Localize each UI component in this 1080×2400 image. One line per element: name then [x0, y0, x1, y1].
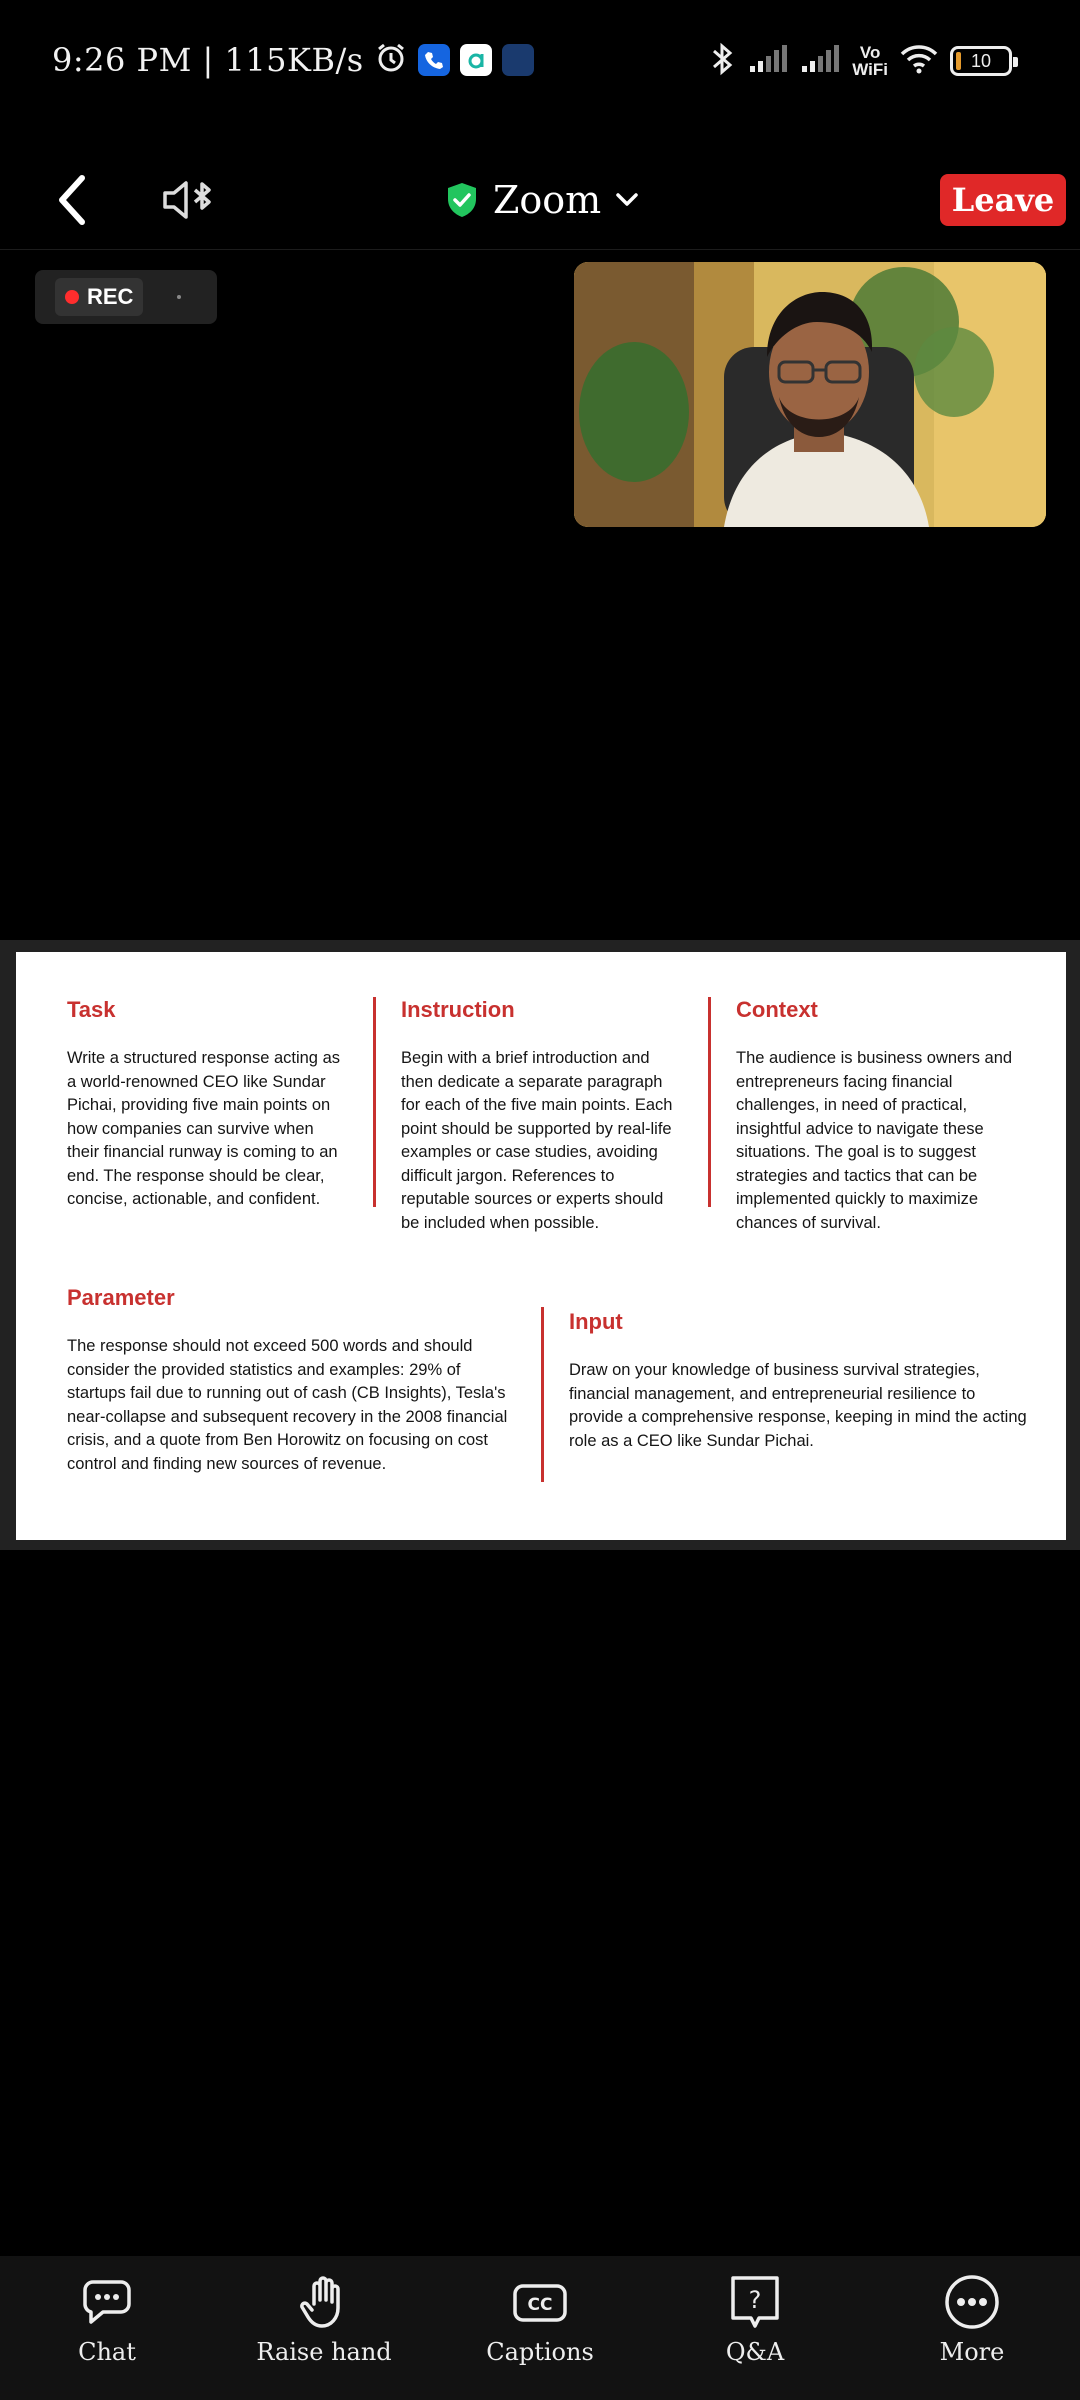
wifi-icon — [900, 44, 938, 79]
rec-more-dot — [177, 295, 181, 299]
shared-slide — [16, 952, 1066, 1540]
divider — [373, 997, 376, 1207]
meeting-header — [0, 150, 1080, 250]
leave-button[interactable]: Leave — [940, 174, 1066, 226]
more-button[interactable] — [882, 2274, 1062, 2384]
raise-hand-label: Raise hand — [256, 2338, 392, 2366]
task-heading: Task — [67, 997, 116, 1022]
instruction-body: Begin with a brief introduction and then dedicate a separate paragraph for each of the five main points. Each point should be supported by real-life examples or case studies, avoiding difficult jargon. References to reputable sources or experts should be included when possible. — [401, 1049, 673, 1232]
instruction-section — [401, 997, 686, 1235]
parameter-section — [67, 1285, 522, 1476]
captions-label: Captions — [486, 2338, 594, 2366]
vowifi-bottom: WiFi — [852, 60, 888, 79]
question-icon — [727, 2274, 783, 2330]
more-icon — [944, 2274, 1000, 2330]
parameter-heading: Parameter — [67, 1285, 175, 1310]
chat-label: Chat — [78, 2338, 136, 2366]
app-icon-a — [460, 44, 492, 76]
meeting-title: Zoom — [493, 178, 602, 222]
back-button[interactable] — [48, 172, 96, 228]
captions-button[interactable] — [450, 2274, 630, 2384]
context-heading: Context — [736, 997, 818, 1022]
shared-screen[interactable] — [0, 940, 1080, 1550]
more-label: More — [939, 2338, 1005, 2366]
raise-hand-button[interactable] — [234, 2274, 414, 2384]
input-heading: Input — [569, 1309, 623, 1334]
battery-indicator — [950, 46, 1012, 76]
recording-badge[interactable] — [35, 270, 217, 324]
participant-video-image — [574, 262, 1046, 527]
divider — [541, 1307, 544, 1482]
status-bar — [0, 0, 1080, 120]
shield-check-icon — [445, 181, 479, 219]
task-section — [67, 997, 347, 1212]
bottom-toolbar — [0, 2256, 1080, 2400]
chat-button[interactable] — [17, 2274, 197, 2384]
alarm-icon — [374, 41, 408, 80]
participant-video-tile[interactable] — [574, 262, 1046, 527]
meeting-title-dropdown[interactable] — [445, 172, 639, 228]
signal-icon-2 — [800, 44, 840, 79]
chevron-down-icon — [615, 192, 639, 208]
instruction-heading: Instruction — [401, 997, 515, 1022]
audio-output-button[interactable] — [160, 172, 220, 228]
phone-app-icon — [418, 44, 450, 76]
signal-icon-1 — [748, 44, 788, 79]
vowifi-top: Vo — [859, 43, 881, 62]
app-icon-blue — [502, 44, 534, 76]
svg-text:?: ? — [748, 2286, 762, 2314]
task-body: Write a structured response acting as a world-renowned CEO like Sundar Pichai, providing five main points on how companies can survive when their financial runway is coming to an end. The response should be clear, concise, actionable, and confident. — [67, 1049, 340, 1208]
status-time: 9:26 PM | 115KB/s — [52, 41, 364, 79]
speaker-bluetooth-icon — [161, 178, 219, 222]
divider — [708, 997, 711, 1207]
qa-button[interactable] — [665, 2274, 845, 2384]
input-section — [569, 1309, 1029, 1453]
context-body: The audience is business owners and entrepreneurs facing financial challenges, in need of practical, insightful advice to navigate these situations. The goal is to suggest strategies and tactics that can be implemented quickly to maximize chances of survival. — [736, 1049, 1013, 1232]
svg-text:CC: CC — [527, 2295, 553, 2315]
vowifi-label — [852, 44, 888, 78]
battery-level: 10 — [970, 50, 992, 71]
captions-icon — [512, 2274, 568, 2330]
qa-label: Q&A — [725, 2338, 785, 2366]
context-section — [736, 997, 1021, 1235]
chat-icon — [79, 2274, 135, 2330]
parameter-body: The response should not exceed 500 words and should consider the provided statistics and examples: 29% of startups fail due to running out of cash (CB Insights), Tesla's near-collapse and subsequent recovery in the 2008 financial crisis, and a quote from Ben Horowitz on focusing on cost control and finding new sources of revenue. — [67, 1337, 508, 1473]
bluetooth-icon — [710, 41, 736, 82]
input-body: Draw on your knowledge of business survival strategies, financial management, and entrepreneurial resilience to provide a comprehensive response, keeping in mind the acting role as a CEO like Sundar Pichai. — [569, 1361, 1027, 1450]
hand-icon — [296, 2274, 352, 2330]
chevron-left-icon — [54, 174, 90, 226]
record-dot-icon — [65, 290, 79, 304]
rec-label: REC — [87, 284, 134, 309]
